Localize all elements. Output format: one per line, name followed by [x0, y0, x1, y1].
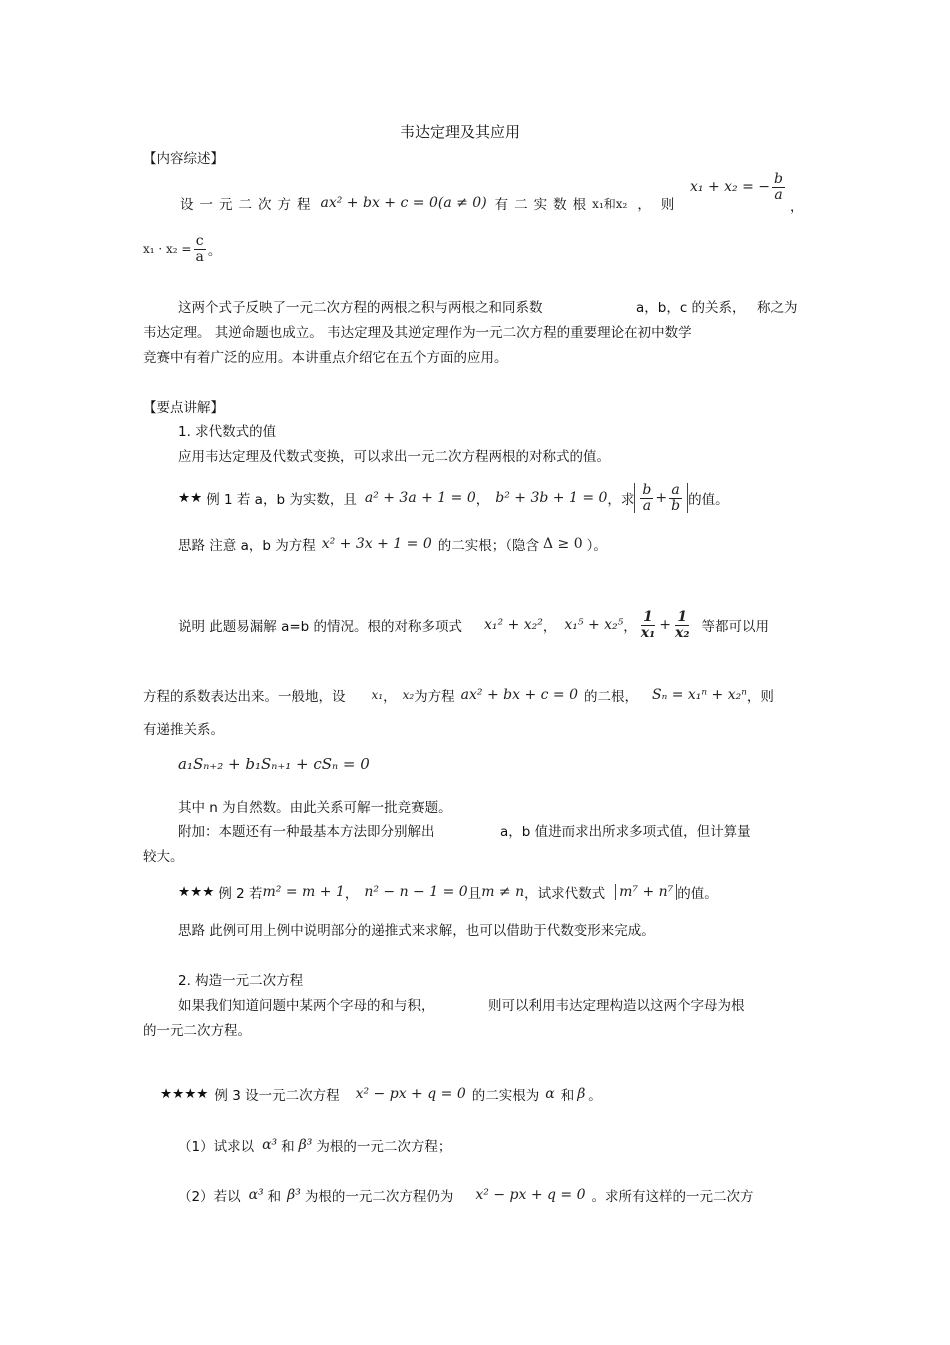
intro-line: 设一元二次方程 ax² + bx + c = 0(a ≠ 0) 有二实数根 x₁和x₂ ， 则: [180, 195, 675, 213]
note-2: 方程的系数表达出来。一般地，设 x₁ ， x₂ 为方程 ax² + bx + c = 0 的二根， Sₙ = x₁ⁿ + x₂ⁿ ，则: [143, 687, 774, 705]
section-overview-heading: 【内容综述】: [143, 151, 224, 167]
para1-line1a: 这两个式子反映了一元二次方程的两根之积与两根之和同系数: [178, 300, 543, 316]
hint-2: 思路 此例可用上例中说明部分的递推式来求解，也可以借助于代数变形来完成。: [178, 923, 655, 939]
question-1: （1）试求以 α³ 和 β³ 为根的一元二次方程；: [178, 1137, 452, 1155]
quadratic-equation: ax² + bx + c = 0(a ≠ 0): [320, 195, 487, 211]
difficulty-stars: ★★★: [178, 884, 215, 900]
extra-line2: 较大。: [143, 849, 184, 865]
product-formula: x₁ · x₂ = $\frac{c}{a}$ 。: [143, 233, 222, 265]
difficulty-stars: ★★★★: [160, 1086, 209, 1102]
recurrence-formula: a₁Sₙ₊₂ + b₁Sₙ₊₁ + cSₙ = 0: [178, 755, 370, 773]
note-1: 说明 此题易漏解 a=b 的情况。根的对称多项式 x₁² + x₂² ， x₁⁵ + x₂⁵ ， $\frac{1}{\text{x₁}}$ + $\frac{1}{\text{x₂}}$ 等都可以用: [178, 608, 769, 641]
hint-1: 思路 注意 a，b 为方程 x² + 3x + 1 = 0 的二实根；（隐含 Δ ≥ 0 ）。: [178, 536, 607, 554]
note-2-line2: 有递推关系。: [143, 722, 224, 738]
extra-line1b: a，b 值进而求出所求多项式值，但计算量: [500, 824, 751, 840]
section-points-heading: 【要点讲解】: [143, 400, 224, 416]
s1-heading: 1. 求代数式的值: [178, 424, 277, 440]
extra-line1a: 附加：本题还有一种最基本方法即分别解出: [178, 824, 435, 840]
s2-line2: 的一元二次方程。: [143, 1023, 251, 1039]
note-3: 其中 n 为自然数。由此关系可解一批竞赛题。: [178, 800, 452, 816]
fraction-sum: $\frac{b}{a}$ + $\frac{a}{b}$: [634, 483, 688, 513]
intro-mid: 有二实数根: [494, 197, 593, 213]
para1-line1c: 称之为: [757, 300, 798, 316]
intro-then: 则: [660, 197, 675, 213]
intro-roots: x₁和x₂: [592, 196, 628, 211]
sum-formula: x₁ + x₂ = − $\frac{b}{a}$: [690, 171, 783, 203]
difficulty-stars: ★★: [178, 490, 203, 506]
example-2: ★★★ 例 2 若 m² = m + 1 ， n² − n − 1 = 0 且 m ≠ n ，试求代数式 m⁷ + n⁷ 的值。: [178, 884, 718, 902]
example-3: ★★★★ 例 3 设一元二次方程 x² − px + q = 0 的二实根为 α 和 β 。: [160, 1086, 602, 1104]
para1-line2: 韦达定理。 其逆命题也成立。 韦达定理及其逆定理作为一元二次方程的重要理论在初中数学: [143, 325, 692, 341]
s2-line1a: 如果我们知道问题中某两个字母的和与积，: [178, 998, 435, 1014]
s1-desc: 应用韦达定理及代数式变换，可以求出一元二次方程两根的对称式的值。: [178, 449, 610, 465]
intro-prefix: 设一元二次方程: [180, 197, 317, 213]
para1-line1b: a，b，c 的关系，: [636, 300, 746, 316]
example-1: ★★ 例 1 若 a，b 为实数，且 a² + 3a + 1 = 0 ， b² + 3b + 1 = 0 ，求 $\frac{b}{a}$ + $\frac{a}{b}$ 的值。: [178, 481, 729, 514]
s2-heading: 2. 构造一元二次方程: [178, 973, 304, 989]
question-2: （2）若以 α³ 和 β³ 为根的一元二次方程仍为 x² − px + q = 0 。求所有这样的一元二次方: [178, 1187, 754, 1205]
para1-line3: 竞赛中有着广泛的应用。本讲重点介绍它在五个方面的应用。: [143, 350, 508, 366]
s2-line1b: 则可以利用韦达定理构造以这两个字母为根: [488, 998, 745, 1014]
page-title: 韦达定理及其应用: [400, 123, 521, 141]
